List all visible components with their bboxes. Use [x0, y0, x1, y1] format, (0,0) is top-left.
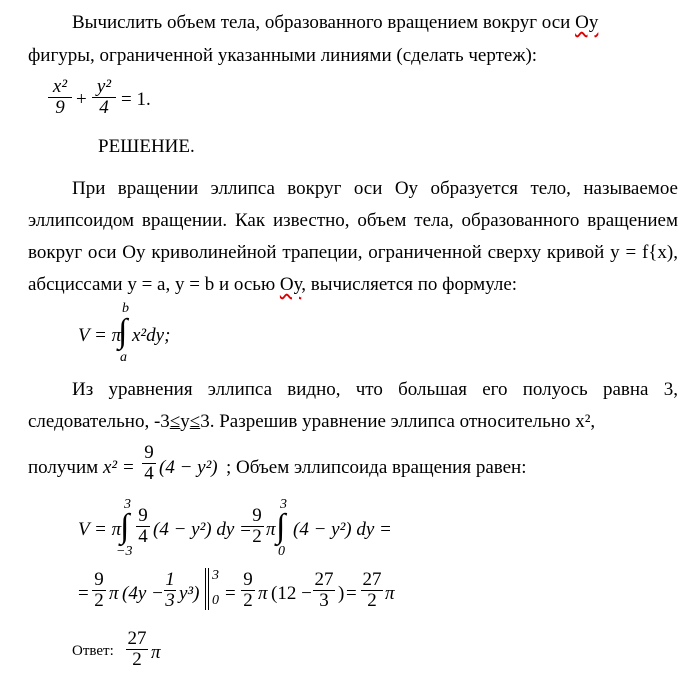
formula2-pi: π [266, 519, 276, 540]
problem-line-1 [72, 12, 598, 34]
plus-sign: + [76, 89, 87, 110]
inline-fraction-9-4 [142, 444, 156, 483]
formula2-upper-limit-2: 3 [280, 497, 287, 512]
fraction-denominator: 4 [99, 97, 109, 118]
fraction-denominator: 4 [138, 526, 148, 547]
formula2-upper-limit-1: 3 [124, 497, 131, 512]
formula2-body-2: (4 − y²) dy = [293, 519, 392, 540]
paragraph1-line3: вокруг оси Оу криволинейной трапеции, ограниченной сверху кривой y = f{x), [28, 242, 678, 263]
fraction-numerator: 9 [94, 569, 104, 590]
paragraph1-line4 [28, 274, 517, 296]
fraction-numerator: 9 [243, 569, 253, 590]
formula3-pi4: π [385, 583, 395, 604]
integral-sign: ∫ [118, 313, 128, 350]
integral-sign: ∫ [120, 508, 130, 545]
answer-fraction [126, 630, 148, 669]
answer-pi: π [151, 642, 161, 663]
formula3-pi2: π [258, 583, 268, 604]
fraction-numerator: 27 [127, 628, 147, 649]
fraction-9-2 [250, 507, 264, 546]
fraction-27-3 [313, 571, 335, 610]
fraction-numerator: 27 [314, 569, 334, 590]
formula3-eq: = [78, 583, 89, 604]
fraction-denominator: 2 [243, 590, 253, 611]
formula1-lhs: V = π [78, 325, 122, 346]
problem-line-2: фигуры, ограниченной указанными линиями (сделать чертеж): [28, 45, 538, 66]
fraction-numerator: 27 [362, 569, 382, 590]
formula3-body-1b: y³) [179, 583, 200, 604]
paragraph2-line2 [28, 411, 678, 433]
paragraph1-line1: При вращении эллипса вокруг оси Оу образуется тело, называемое [72, 178, 678, 199]
answer-label: Ответ: [72, 643, 114, 659]
problem-text: Вычислить объем тела, образованного вращением вокруг оси [72, 12, 576, 33]
evaluation-bar [208, 568, 209, 610]
formula3-upper-limit: 3 [212, 568, 219, 583]
formula1-upper-limit: b [122, 301, 129, 316]
fraction-numerator: 9 [252, 505, 262, 526]
fraction-numerator: 9 [144, 442, 154, 463]
paragraph-text: абсциссами y = a, y = b и осью [28, 274, 280, 295]
fraction-denominator: 3 [319, 590, 329, 611]
inline-formula-lhs: x² = [103, 457, 135, 478]
evaluation-bar [205, 568, 206, 610]
fraction-denominator: 2 [94, 590, 104, 611]
fraction-numerator: y² [96, 76, 112, 97]
fraction-x2-over-9 [48, 78, 72, 117]
formula1-integrand: x²dy; [132, 325, 171, 346]
paragraph-text: 3. Разрешив уравнение эллипса относительно x², [200, 411, 596, 432]
fraction-denominator: 2 [132, 649, 142, 670]
formula1-lower-limit: a [120, 350, 127, 365]
fraction-9-4 [136, 507, 150, 546]
formula2-lower-limit-1: −3 [116, 544, 133, 559]
integral-sign: ∫ [276, 508, 286, 545]
inline-formula-body: (4 − y²) [159, 457, 218, 478]
paragraph2-line3-start: получим [28, 457, 99, 478]
fraction-denominator: 2 [367, 590, 377, 611]
fraction-denominator: 9 [55, 97, 65, 118]
formula2-body-1: (4 − y²) dy = [153, 519, 252, 540]
oy-axis-label: Оу [575, 12, 599, 33]
le-sign: ≤ [169, 411, 181, 432]
formula3-pi: π [109, 583, 119, 604]
oy-axis-label: Оу [279, 274, 302, 295]
fraction-denominator: 4 [144, 463, 154, 484]
formula3-body-1a: (4y − [122, 583, 164, 604]
paragraph1-line2: эллипсоидом вращении. Как известно, объем тела, образованного вращением [28, 210, 678, 231]
fraction-numerator: 9 [138, 505, 148, 526]
paragraph2-line2-start [28, 411, 595, 433]
fraction-9-2 [241, 571, 255, 610]
paragraph-text: , вычисляется по формуле: [301, 274, 518, 295]
formula3-eq3: = [346, 583, 357, 604]
fraction-denominator: 2 [252, 526, 262, 547]
formula3-body-2a: (12 − [271, 583, 312, 604]
formula3-lower-limit: 0 [212, 593, 219, 608]
formula2-lower-limit-2: 0 [278, 544, 285, 559]
formula3-eq2: = [225, 583, 236, 604]
paragraph2-line3-end: ; Объем эллипсоида вращения равен: [226, 457, 527, 478]
fraction-27-2 [361, 571, 383, 610]
fraction-numerator: 1 [165, 569, 175, 590]
variable-y: y [180, 411, 190, 432]
fraction-9-2 [92, 571, 106, 610]
paragraph-text: следовательно, -3 [28, 411, 170, 432]
fraction-y2-over-4 [92, 78, 116, 117]
fraction-1-3 [164, 571, 176, 610]
le-sign: ≤ [189, 411, 201, 432]
formula3-body-2b: ) [338, 583, 345, 604]
fraction-denominator: 3 [165, 590, 175, 611]
formula2-v: V = π [78, 519, 122, 540]
paragraph2-line1: Из уравнения эллипса видно, что большая его полуось равна 3, [72, 379, 678, 400]
equation-rhs: = 1. [121, 89, 151, 110]
solution-title: РЕШЕНИЕ. [98, 136, 195, 157]
fraction-numerator: x² [52, 76, 68, 97]
